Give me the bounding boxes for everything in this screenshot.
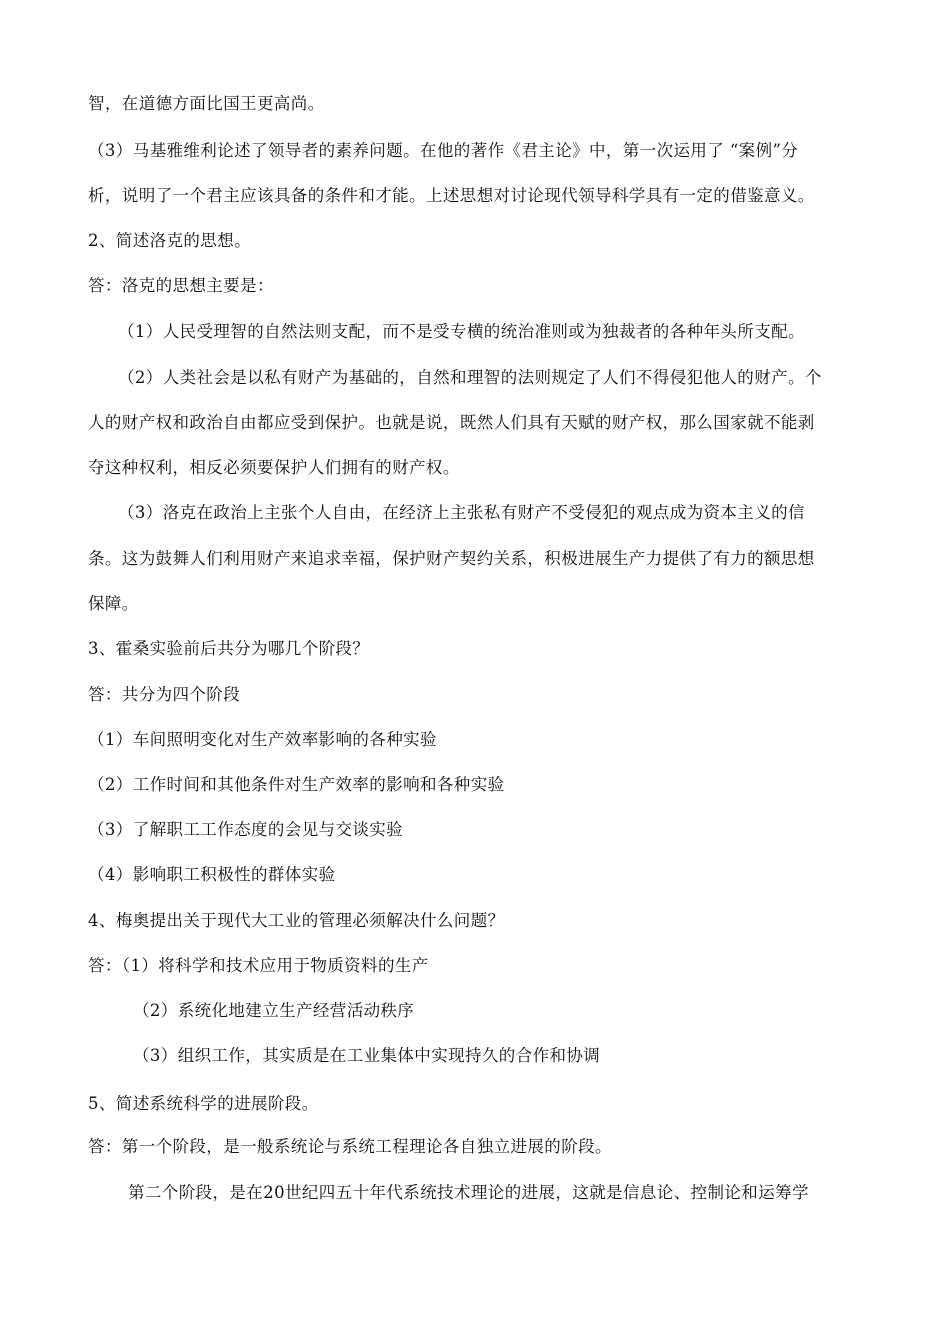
text-line: 条。这为鼓舞人们利用财产来追求幸福，保护财产契约关系，积极进展生产力提供了有力的额思想 [88, 549, 815, 568]
question-heading: 3、霍桑实验前后共分为哪几个阶段？ [88, 639, 370, 658]
list-item: （2）工作时间和其他条件对生产效率的影响和各种实验 [88, 775, 505, 794]
text-line: 智，在道德方面比国王更高尚。 [88, 94, 325, 113]
answer-line: 答：第一个阶段，是一般系统论与系统工程理论各自独立进展的阶段。 [88, 1137, 612, 1156]
text-line: （3）洛克在政治上主张个人自由，在经济上主张私有财产不受侵犯的观点成为资本主义的信 [118, 503, 805, 522]
list-item: （3）组织工作，其实质是在工业集体中实现持久的合作和协调 [133, 1046, 601, 1065]
question-heading: 2、简述洛克的思想。 [88, 231, 251, 250]
text-line: 析，说明了一个君主应该具备的条件和才能。上述思想对讨论现代领导科学具有一定的借鉴意义。 [88, 186, 815, 205]
list-item: （4）影响职工积极性的群体实验 [88, 865, 336, 884]
answer-line: 答：共分为四个阶段 [88, 685, 241, 704]
text-line: 保障。 [88, 594, 139, 613]
answer-line: 答：洛克的思想主要是： [88, 276, 274, 295]
text-line: 人的财产权和政治自由都应受到保护。也就是说，既然人们具有天赋的财产权，那么国家就不能剥 [88, 413, 815, 432]
text-line: 夺这种权利，相反必须要保护人们拥有的财产权。 [88, 458, 460, 477]
question-heading: 5、简述系统科学的进展阶段。 [88, 1094, 319, 1113]
question-heading: 4、梅奥提出关于现代大工业的管理必须解决什么问题？ [88, 911, 505, 930]
text-line: （2）人类社会是以私有财产为基础的，自然和理智的法则规定了人们不得侵犯他人的财产。个 [118, 368, 822, 387]
answer-line: 答：（1）将科学和技术应用于物质资料的生产 [88, 956, 429, 975]
text-line: （1）人民受理智的自然法则支配，而不是受专横的统治准则或为独裁者的各种年头所支配。 [118, 322, 805, 341]
list-item: （3）了解职工工作态度的会见与交谈实验 [88, 820, 404, 839]
list-item: （1）车间照明变化对生产效率影响的各种实验 [88, 730, 437, 749]
text-line: 第二个阶段，是在20世纪四五十年代系统技术理论的进展，这就是信息论、控制论和运筹学 [128, 1183, 809, 1202]
list-item: （2）系统化地建立生产经营活动秩序 [133, 1001, 415, 1020]
text-line: （3）马基雅维利论述了领导者的素养问题。在他的著作《君主论》中，第一次运用了 “案例”分 [88, 141, 799, 160]
